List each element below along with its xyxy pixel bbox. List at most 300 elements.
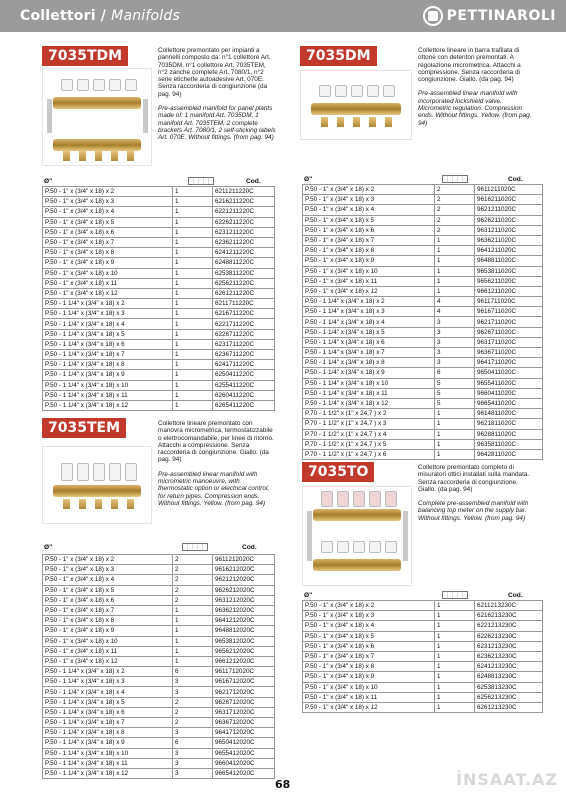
row-description: P.70 - 1 1/2" x (1" x 24,7 ) x 5 (303, 439, 435, 449)
table-7035tem (42, 554, 275, 779)
code-header: Cod. (508, 592, 523, 599)
section-7035to-code (302, 462, 374, 482)
row-code: 6226213230C (475, 631, 543, 641)
description-it: Collettore lineare in barra trafilata di ottone con detentori premontati. A regolazione micrometrica. Attacchi a compressione. Senza raccorderia di congiunzione. Giallo. (da pag. 94) (418, 47, 521, 84)
row-pack-qty: 1 (173, 217, 213, 227)
row-code: 9653812020C (213, 636, 275, 646)
table-row (43, 626, 275, 636)
description-it: Collettore premontato per impianti a pannelli composto da: n°1 collettore Art. 7035DM, n°1 collettore Art. 7035TEM, n°2 zanche complete Art. 7080/1, n°2 serie etichette autoadesive Art. 070E. Senza raccorderia di congiunzione (da pag. 94) (158, 47, 271, 98)
row-pack-qty: 3 (435, 327, 475, 337)
row-pack-qty: 1 (173, 278, 213, 288)
table-row (43, 217, 275, 227)
row-code: 6211711220C (213, 299, 275, 309)
table-row (43, 248, 275, 258)
row-pack-qty: 1 (173, 646, 213, 656)
table-row (303, 672, 543, 682)
code-header: Cod. (242, 544, 257, 551)
brand-mark-icon (423, 6, 443, 26)
row-code: 6260411220C (213, 390, 275, 400)
title-separator: / (95, 8, 112, 24)
row-description: P.50 - 1" x (3/4" x 18) x 11 (303, 276, 435, 286)
row-description: P.50 - 1" x (3/4" x 18) x 6 (43, 227, 173, 237)
row-description: P.50 - 1" x (3/4" x 18) x 6 (43, 595, 173, 605)
row-description: P.50 - 1" x (3/4" x 18) x 10 (303, 682, 435, 692)
row-description: P.50 - 1" x (3/4" x 18) x 5 (43, 217, 173, 227)
row-pack-qty: 1 (173, 268, 213, 278)
title-sub: Manifolds (111, 8, 180, 24)
page-header-bar (0, 0, 566, 32)
brand-logo (423, 6, 556, 26)
table-row (43, 278, 275, 288)
table-row (43, 207, 275, 217)
row-code: 9656211020C (475, 276, 543, 286)
row-code: 9614811020C (475, 409, 543, 419)
row-description: P.70 - 1 1/2" x (1" x 24,7 ) x 6 (303, 449, 435, 459)
table-row (303, 429, 543, 439)
table-row (43, 697, 275, 707)
row-pack-qty: 5 (435, 378, 475, 388)
product-image-7035dm (300, 70, 412, 140)
row-description: P.70 - 1 1/2" x (1" x 24,7 ) x 3 (303, 419, 435, 429)
row-description: P.50 - 1" x (3/4" x 18) x 4 (303, 205, 435, 215)
row-code: 6216711220C (213, 309, 275, 319)
table-row (303, 601, 543, 611)
row-pack-qty: 4 (435, 297, 475, 307)
row-code: 9641212020C (213, 616, 275, 626)
row-description: P.50 - 1 1/4" x (3/4" x 18) x 2 (43, 299, 173, 309)
row-description: P.50 - 1" x (3/4" x 18) x 11 (303, 692, 435, 702)
description-en: Pre-assembled manifold for panel plants made of: 1 manifold Art. 7035DM, 1 manifold Art. 7035TEM, 2 complete brackets Art. 7080/1, 2 self-sticking labels Art. 070E. Without fittings. (from pag. 94) (158, 105, 276, 142)
description-en: Complete pre-assembled manifold with balancing top meter on the supply bar. Without fittings. Yellow. (from pag. 94) (418, 500, 529, 522)
row-code: 9626712020C (213, 697, 275, 707)
row-code: 6216211220C (213, 197, 275, 207)
table-row (303, 327, 543, 337)
package-icon (442, 591, 468, 599)
row-pack-qty: 3 (173, 677, 213, 687)
row-code: 9636712020C (213, 718, 275, 728)
table-row (43, 636, 275, 646)
row-code: 6250411220C (213, 370, 275, 380)
row-pack-qty: 1 (173, 187, 213, 197)
row-description: P.50 - 1" x (3/4" x 18) x 2 (303, 185, 435, 195)
row-description: P.50 - 1" x (3/4" x 18) x 6 (303, 225, 435, 235)
row-description: P.50 - 1" x (3/4" x 18) x 12 (303, 286, 435, 296)
table-row (43, 237, 275, 247)
row-description: P.50 - 1" x (3/4" x 18) x 7 (43, 605, 173, 615)
table-row (303, 378, 543, 388)
row-code: 6221711220C (213, 319, 275, 329)
table-row (303, 449, 543, 459)
row-pack-qty: 1 (173, 605, 213, 615)
table-row (303, 256, 543, 266)
row-pack-qty: 1 (173, 390, 213, 400)
table-row (303, 419, 543, 429)
row-code: 6255411220C (213, 380, 275, 390)
row-code: 9611712020C (213, 667, 275, 677)
diameter-header: Ø" (304, 176, 313, 183)
row-code: 9650411020C (475, 368, 543, 378)
row-pack-qty: 3 (173, 748, 213, 758)
row-pack-qty: 1 (173, 299, 213, 309)
table-row (43, 595, 275, 605)
table-row (43, 646, 275, 656)
title-main: Collettori (20, 8, 96, 24)
table-row (43, 565, 275, 575)
row-code: 9631712020C (213, 707, 275, 717)
table-row (43, 677, 275, 687)
row-pack-qty: 2 (173, 555, 213, 565)
row-description: P.70 - 1 1/2" x (1" x 24,7 ) x 4 (303, 429, 435, 439)
row-code: 9616212020C (213, 565, 275, 575)
code-header: Cod. (246, 178, 261, 185)
row-pack-qty: 3 (173, 687, 213, 697)
table-row (43, 319, 275, 329)
row-description: P.50 - 1" x (3/4" x 18) x 2 (43, 187, 173, 197)
row-description: P.50 - 1 1/4" x (3/4" x 18) x 4 (43, 687, 173, 697)
row-description: P.50 - 1" x (3/4" x 18) x 8 (303, 246, 435, 256)
row-code: 6241211220C (213, 248, 275, 258)
row-pack-qty: 1 (173, 227, 213, 237)
row-code: 6248813230C (475, 672, 543, 682)
table-row (303, 337, 543, 347)
table-row (303, 195, 543, 205)
row-pack-qty: 6 (435, 368, 475, 378)
row-code: 9661212020C (213, 656, 275, 666)
row-pack-qty: 5 (435, 388, 475, 398)
row-description: P.50 - 1" x (3/4" x 18) x 11 (43, 278, 173, 288)
row-pack-qty: 1 (435, 672, 475, 682)
row-pack-qty: 1 (173, 248, 213, 258)
row-description: P.50 - 1" x (3/4" x 18) x 8 (43, 248, 173, 258)
table-row (43, 350, 275, 360)
table-7035to (302, 600, 543, 713)
table-row (43, 360, 275, 370)
section-7035dm-code (300, 46, 377, 66)
row-pack-qty: 1 (435, 286, 475, 296)
table-row (303, 611, 543, 621)
row-code: 6241711220C (213, 360, 275, 370)
row-code: 6211211220C (213, 187, 275, 197)
row-pack-qty: 1 (173, 309, 213, 319)
row-pack-qty: 1 (435, 651, 475, 661)
row-code: 6256211220C (213, 278, 275, 288)
row-code: 9616211020C (475, 195, 543, 205)
row-pack-qty: 2 (173, 707, 213, 717)
row-code: 9631212020C (213, 595, 275, 605)
row-pack-qty: 4 (435, 307, 475, 317)
section-7035tdm-code (42, 46, 128, 66)
table-row (303, 348, 543, 358)
row-description: P.50 - 1" x (3/4" x 18) x 7 (303, 235, 435, 245)
row-description: P.50 - 1 1/4" x (3/4" x 18) x 4 (303, 317, 435, 327)
row-description: P.50 - 1 1/4" x (3/4" x 18) x 4 (43, 319, 173, 329)
description-7035tdm (158, 47, 276, 142)
table-row (303, 641, 543, 651)
row-code: 9641711020C (475, 358, 543, 368)
row-pack-qty: 1 (435, 611, 475, 621)
row-description: P.50 - 1 1/4" x (3/4" x 18) x 8 (43, 360, 173, 370)
row-pack-qty: 3 (173, 768, 213, 778)
table-row (303, 398, 543, 408)
row-pack-qty: 1 (435, 256, 475, 266)
row-code: 6236711220C (213, 350, 275, 360)
row-code: 6261211220C (213, 288, 275, 298)
row-pack-qty: 1 (435, 276, 475, 286)
row-code: 6226711220C (213, 329, 275, 339)
table-row (43, 288, 275, 298)
table-row (43, 309, 275, 319)
diameter-header: Ø" (304, 592, 313, 599)
row-description: P.50 - 1 1/4" x (3/4" x 18) x 11 (43, 390, 173, 400)
row-pack-qty: 2 (435, 195, 475, 205)
section-7035tem-code (42, 418, 126, 438)
table-row (303, 185, 543, 195)
table-row (303, 317, 543, 327)
row-code: 9656212020C (213, 646, 275, 656)
row-code: 9665412020C (213, 768, 275, 778)
table-row (303, 388, 543, 398)
description-en: Pre-assembled linear manifold with incorporated lockshield valve. Micrometric regulation. Compression ends. Without fittings. Yellow. (from pag. 94) (418, 90, 532, 127)
table-row (43, 585, 275, 595)
brand-name: PETTINAROLI (446, 8, 556, 24)
row-description: P.50 - 1" x (3/4" x 18) x 3 (303, 195, 435, 205)
table-row (303, 682, 543, 692)
row-code: 6236211220C (213, 237, 275, 247)
row-description: P.50 - 1" x (3/4" x 18) x 5 (43, 585, 173, 595)
row-code: 9636211020C (475, 235, 543, 245)
table-row (43, 667, 275, 677)
table-row (303, 702, 543, 712)
row-code: 6231213230C (475, 641, 543, 651)
table-header-7035tem (42, 542, 274, 553)
row-code: 9636711020C (475, 348, 543, 358)
row-pack-qty: 1 (173, 626, 213, 636)
row-pack-qty: 1 (435, 439, 475, 449)
row-description: P.50 - 1" x (3/4" x 18) x 2 (43, 555, 173, 565)
description-7035tem (158, 420, 276, 507)
row-pack-qty: 1 (435, 266, 475, 276)
row-code: 9621811020C (475, 419, 543, 429)
table-row (303, 692, 543, 702)
row-code: 9621712020C (213, 687, 275, 697)
package-icon (182, 543, 208, 551)
row-description: P.50 - 1" x (3/4" x 18) x 3 (43, 565, 173, 575)
row-pack-qty: 6 (173, 667, 213, 677)
row-code: 9628811020C (475, 429, 543, 439)
row-pack-qty: 1 (173, 636, 213, 646)
description-7035dm (418, 47, 536, 127)
table-row (43, 400, 275, 410)
row-pack-qty: 1 (435, 631, 475, 641)
row-code: 9660411020C (475, 388, 543, 398)
row-description: P.50 - 1 1/4" x (3/4" x 18) x 3 (43, 309, 173, 319)
row-description: P.70 - 1 1/2" x (1" x 24,7 ) x 2 (303, 409, 435, 419)
row-code: 9631211020C (475, 225, 543, 235)
row-pack-qty: 3 (173, 758, 213, 768)
table-row (43, 718, 275, 728)
table-row (303, 651, 543, 661)
row-description: P.50 - 1" x (3/4" x 18) x 4 (43, 207, 173, 217)
row-code: 9648812020C (213, 626, 275, 636)
row-pack-qty: 1 (173, 197, 213, 207)
row-pack-qty: 1 (173, 288, 213, 298)
row-description: P.50 - 1 1/4" x (3/4" x 18) x 6 (303, 337, 435, 347)
row-description: P.50 - 1 1/4" x (3/4" x 18) x 12 (43, 400, 173, 410)
row-pack-qty: 1 (173, 339, 213, 349)
row-description: P.50 - 1 1/4" x (3/4" x 18) x 11 (43, 758, 173, 768)
page-title (20, 8, 180, 24)
table-row (43, 728, 275, 738)
table-row (43, 575, 275, 585)
row-pack-qty: 1 (435, 692, 475, 702)
row-pack-qty: 1 (173, 350, 213, 360)
row-description: P.50 - 1 1/4" x (3/4" x 18) x 10 (43, 748, 173, 758)
table-row (43, 616, 275, 626)
row-code: 6231711220C (213, 339, 275, 349)
description-en: Pre-assembled linear manifold with micrometric manoeuvre, with thermostatic option or electrical control, for return pipes. Compression ends. Without fittings. Yellow. (from pag. 94) (158, 470, 270, 507)
row-code: 9626212020C (213, 585, 275, 595)
row-code: 6256213230C (475, 692, 543, 702)
row-pack-qty: 1 (435, 702, 475, 712)
row-pack-qty: 2 (173, 697, 213, 707)
table-row (43, 339, 275, 349)
row-code: 9650412020C (213, 738, 275, 748)
row-description: P.50 - 1 1/4" x (3/4" x 18) x 7 (303, 348, 435, 358)
row-pack-qty: 3 (173, 728, 213, 738)
row-description: P.50 - 1 1/4" x (3/4" x 18) x 2 (43, 667, 173, 677)
product-code: 7035DM (300, 46, 377, 66)
row-code: 6221213230C (475, 621, 543, 631)
description-it: Collettore premontato completo di misuratori ottici installati sulla mandata. Senza raccorderia di congiunzione. Giallo. (da pag. 94) (418, 464, 530, 493)
code-header: Cod. (508, 176, 523, 183)
row-pack-qty: 2 (173, 585, 213, 595)
row-description: P.50 - 1" x (3/4" x 18) x 6 (303, 641, 435, 651)
table-row (43, 299, 275, 309)
row-description: P.50 - 1 1/4" x (3/4" x 18) x 10 (43, 380, 173, 390)
diameter-header: Ø" (44, 178, 53, 185)
row-code: 9661211020C (475, 286, 543, 296)
table-row (43, 258, 275, 268)
row-code: 9626211020C (475, 215, 543, 225)
row-description: P.50 - 1 1/4" x (3/4" x 18) x 6 (43, 707, 173, 717)
row-code: 6236213230C (475, 651, 543, 661)
row-pack-qty: 1 (173, 207, 213, 217)
row-code: 9636212020C (213, 605, 275, 615)
row-code: 9641211020C (475, 246, 543, 256)
row-description: P.50 - 1 1/4" x (3/4" x 18) x 8 (43, 728, 173, 738)
row-pack-qty: 1 (173, 616, 213, 626)
row-description: P.50 - 1" x (3/4" x 18) x 9 (303, 256, 435, 266)
table-row (303, 368, 543, 378)
table-row (43, 227, 275, 237)
table-row (303, 297, 543, 307)
table-row (303, 246, 543, 256)
row-description: P.50 - 1 1/4" x (3/4" x 18) x 3 (303, 307, 435, 317)
table-row (303, 621, 543, 631)
table-row (43, 656, 275, 666)
row-pack-qty: 2 (435, 185, 475, 195)
row-description: P.50 - 1 1/4" x (3/4" x 18) x 12 (43, 768, 173, 778)
row-description: P.50 - 1" x (3/4" x 18) x 5 (303, 631, 435, 641)
row-description: P.50 - 1 1/4" x (3/4" x 18) x 12 (303, 398, 435, 408)
row-code: 6248811220C (213, 258, 275, 268)
row-code: 9655412020C (213, 748, 275, 758)
row-pack-qty: 1 (435, 641, 475, 651)
row-pack-qty: 3 (435, 358, 475, 368)
row-description: P.50 - 1" x (3/4" x 18) x 9 (43, 626, 173, 636)
row-pack-qty: 2 (173, 595, 213, 605)
row-description: P.50 - 1 1/4" x (3/4" x 18) x 6 (43, 339, 173, 349)
row-code: 9655411020C (475, 378, 543, 388)
table-row (303, 215, 543, 225)
row-code: 9616712020C (213, 677, 275, 687)
row-description: P.50 - 1" x (3/4" x 18) x 12 (43, 656, 173, 666)
row-code: 9631711020C (475, 337, 543, 347)
row-code: 9621212020C (213, 575, 275, 585)
row-code: 9641712020C (213, 728, 275, 738)
row-description: P.50 - 1 1/4" x (3/4" x 18) x 7 (43, 718, 173, 728)
table-row (43, 707, 275, 717)
table-row (43, 768, 275, 778)
table-row (43, 187, 275, 197)
row-code: 9621211020C (475, 205, 543, 215)
table-row (43, 687, 275, 697)
table-row (303, 631, 543, 641)
row-pack-qty: 1 (435, 409, 475, 419)
row-description: P.50 - 1" x (3/4" x 18) x 3 (43, 197, 173, 207)
table-row (43, 758, 275, 768)
row-description: P.50 - 1" x (3/4" x 18) x 9 (303, 672, 435, 682)
row-pack-qty: 1 (173, 400, 213, 410)
row-code: 6253813230C (475, 682, 543, 692)
row-code: 9665411020C (475, 398, 543, 408)
row-description: P.50 - 1" x (3/4" x 18) x 10 (303, 266, 435, 276)
row-description: P.50 - 1 1/4" x (3/4" x 18) x 8 (303, 358, 435, 368)
row-code: 6253811220C (213, 268, 275, 278)
table-row (303, 439, 543, 449)
row-code: 6265411220C (213, 400, 275, 410)
row-pack-qty: 1 (173, 329, 213, 339)
row-code: 9611711020C (475, 297, 543, 307)
row-pack-qty: 3 (435, 348, 475, 358)
table-row (43, 370, 275, 380)
row-pack-qty: 5 (435, 398, 475, 408)
row-description: P.50 - 1" x (3/4" x 18) x 12 (303, 702, 435, 712)
row-description: P.50 - 1" x (3/4" x 18) x 11 (43, 646, 173, 656)
table-7035dm (302, 184, 543, 460)
row-code: 9621711020C (475, 317, 543, 327)
row-code: 9660412020C (213, 758, 275, 768)
row-pack-qty: 1 (173, 360, 213, 370)
product-image-7035tem (42, 446, 152, 524)
table-row (43, 605, 275, 615)
table-row (43, 380, 275, 390)
description-7035to (418, 464, 536, 522)
row-description: P.50 - 1" x (3/4" x 18) x 2 (303, 601, 435, 611)
row-pack-qty: 2 (435, 225, 475, 235)
row-pack-qty: 6 (173, 738, 213, 748)
product-code: 7035TEM (42, 418, 126, 438)
row-code: 9611212020C (213, 555, 275, 565)
row-pack-qty: 1 (173, 319, 213, 329)
row-description: P.50 - 1" x (3/4" x 18) x 7 (303, 651, 435, 661)
row-code: 6216213230C (475, 611, 543, 621)
product-code: 7035TDM (42, 46, 128, 66)
row-pack-qty: 1 (435, 601, 475, 611)
row-pack-qty: 1 (173, 258, 213, 268)
row-description: P.50 - 1 1/4" x (3/4" x 18) x 5 (303, 327, 435, 337)
watermark: İNSAAT.AZ (456, 770, 558, 789)
